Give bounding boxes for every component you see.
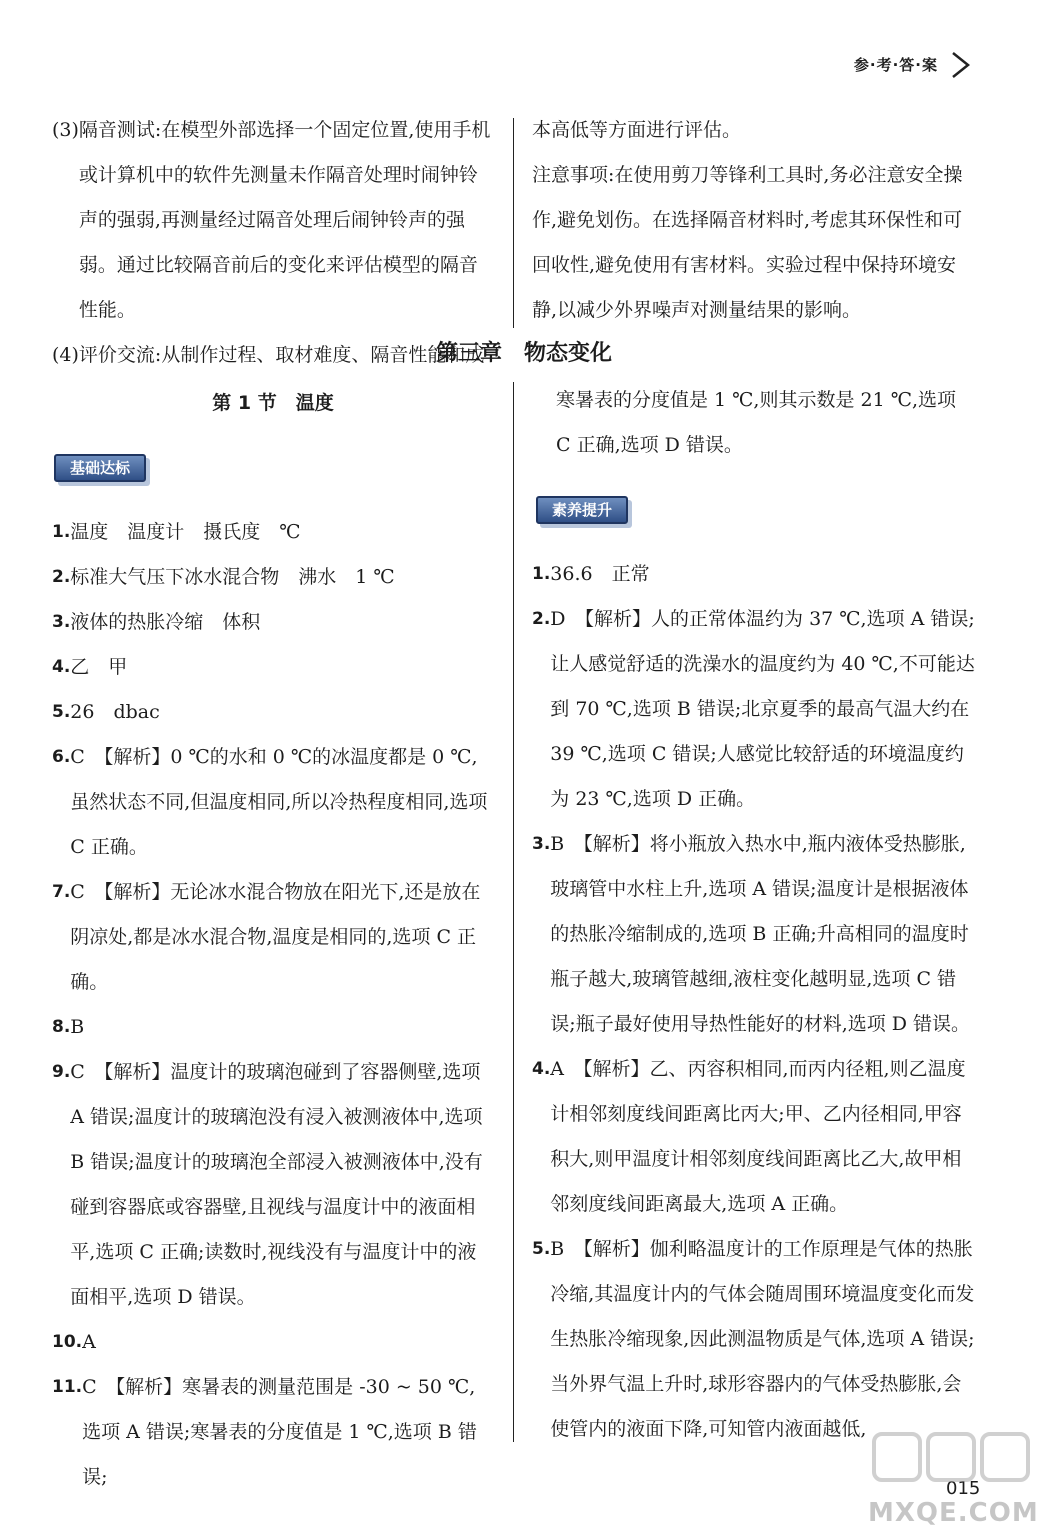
answer-item <box>52 870 494 1005</box>
answer-item <box>52 645 494 690</box>
chevron-right-icon <box>942 48 976 82</box>
badge-basic: 基础达标 <box>54 454 146 482</box>
top-item-3 <box>52 108 494 333</box>
watermark <box>868 1426 1038 1530</box>
top-right-column <box>532 108 976 333</box>
answer-text: A 【解析】乙、丙容积相同,而丙内径粗,则乙温度计相邻刻度线间距离比丙大;甲、乙内径相同,甲容积大,则甲温度计相邻刻度线间距离比乙大,故甲相邻刻度线间距离最大,选项 A 正确。 <box>550 1058 966 1215</box>
section-title: 第 1 节 温度 <box>212 392 334 414</box>
answer-text: B 【解析】伽利略温度计的工作原理是气体的热胀冷缩,其温度计内的气体会随周围环境温度变化而发生热胀冷缩现象,因此测温物质是气体,选项 A 错误;当外界气温上升时,球形容器内的气体受热膨胀,会使管内的液面下降,可知管内液面越低, <box>550 1238 975 1440</box>
right-answers <box>532 552 976 1452</box>
answer-num: 6. <box>52 747 71 767</box>
answer-item <box>532 597 976 822</box>
answer-text: 液体的热胀冷缩 体积 <box>70 611 261 633</box>
answer-num: 5. <box>52 702 71 722</box>
answer-num: 3. <box>532 834 551 854</box>
answer-text: B <box>70 1016 85 1038</box>
answer-num: 8. <box>52 1017 71 1037</box>
answer-num: 1. <box>52 522 71 542</box>
page-number: 015 <box>946 1478 981 1499</box>
answer-text: 36.6 正常 <box>550 563 650 585</box>
item-label: (4) <box>52 344 79 366</box>
answer-text: C 【解析】0 ℃的水和 0 ℃的冰温度都是 0 ℃,虽然状态不同,但温度相同,所以冷热程度相同,选项 C 正确。 <box>70 746 488 858</box>
answer-item <box>532 552 976 597</box>
continuation-text: 寒暑表的分度值是 1 ℃,则其示数是 21 ℃,选项 C 正确,选项 D 错误。 <box>556 389 957 456</box>
top-right-text-2: 注意事项:在使用剪刀等锋利工具时,务必注意安全操作,避免划伤。在选择隔音材料时,考虑其环保性和可回收性,避免使用有害材料。实验过程中保持环境安静,以减少外界噪声对测量结果的影响。 <box>532 164 963 321</box>
answer-num: 10. <box>52 1332 83 1352</box>
chapter-title: 第三章 物态变化 <box>435 341 612 366</box>
answer-num: 1. <box>532 564 551 584</box>
answer-text: D 【解析】人的正常体温约为 37 ℃,选项 A 错误;让人感觉舒适的洗澡水的温度约为 40 ℃,不可能达到 70 ℃,选项 B 错误;北京夏季的最高气温大约在 39 ℃,选项 C 错误;人感觉比较舒适的环境温度约为 23 ℃,选项 D 正确。 <box>550 608 975 810</box>
answer-num: 5. <box>532 1239 551 1259</box>
answer-text: C 【解析】无论冰水混合物放在阳光下,还是放在阴凉处,都是冰水混合物,温度是相同的,选项 C 正确。 <box>70 881 481 993</box>
watermark-text: MXQE.COM <box>868 1498 1039 1528</box>
answer-text: 标准大气压下冰水混合物 沸水 1 ℃ <box>70 566 395 588</box>
answer-text: A <box>82 1331 96 1353</box>
answer-item <box>52 510 494 555</box>
top-right-text-1: 本高低等方面进行评估。 <box>532 119 742 141</box>
answer-text: 乙 甲 <box>70 656 128 678</box>
answer-item <box>532 822 976 1047</box>
answer-item <box>532 1227 976 1452</box>
answer-item <box>52 735 494 870</box>
answer-item <box>52 555 494 600</box>
answer-text: 温度 温度计 摄氏度 ℃ <box>70 521 301 543</box>
answer-item <box>52 1320 494 1365</box>
answer-item <box>52 690 494 735</box>
top-column-divider <box>513 118 514 328</box>
item-label: (3) <box>52 119 79 141</box>
answer-item <box>52 1005 494 1050</box>
answer-num: 11. <box>52 1377 83 1397</box>
answer-num: 2. <box>532 609 551 629</box>
header-label: 参·考·答·案 <box>853 56 938 74</box>
answer-num: 3. <box>52 612 71 632</box>
answer-num: 7. <box>52 882 71 902</box>
answer-num: 4. <box>52 657 71 677</box>
answer-text: B 【解析】将小瓶放入热水中,瓶内液体受热膨胀,玻璃管中水柱上升,选项 A 错误;温度计是根据液体的热胀冷缩制成的,选项 B 正确;升高相同的温度时瓶子越大,玻璃管越细,液柱变化越明显,选项 C 错误;瓶子最好使用导热性能好的材料,选项 D 错误。 <box>550 833 971 1035</box>
answer-item <box>52 1050 494 1320</box>
answer-num: 9. <box>52 1062 71 1082</box>
left-answers <box>52 510 494 1500</box>
answer-item <box>532 1047 976 1227</box>
body-column-divider <box>513 382 514 1442</box>
answer-text: C 【解析】寒暑表的测量范围是 -30 ~ 50 ℃,选项 A 错误;寒暑表的分度值是 1 ℃,选项 B 错误; <box>82 1376 477 1488</box>
watermark-logo-icon <box>868 1426 1038 1496</box>
badge-advanced: 素养提升 <box>536 496 628 524</box>
right-continuation <box>532 378 976 468</box>
answer-text: 26 dbac <box>70 701 160 723</box>
answer-item <box>52 1365 494 1500</box>
item-text: 评价交流:从制作过程、取材难度、隔音性能和成 <box>78 344 485 366</box>
item-text: 隔音测试:在模型外部选择一个固定位置,使用手机或计算机中的软件先测量未作隔音处理时闹钟铃声的强弱,再测量经过隔音处理后闹钟铃声的强弱。通过比较隔音前后的变化来评估模型的隔音性能。 <box>78 119 491 321</box>
answer-item <box>52 600 494 645</box>
answer-num: 4. <box>532 1059 551 1079</box>
answer-text: C 【解析】温度计的玻璃泡碰到了容器侧壁,选项 A 错误;温度计的玻璃泡没有浸入被测液体中,选项 B 错误;温度计的玻璃泡全部浸入被测液体中,没有碰到容器底或容器壁,且视线与温度计中的液面相平,选项 C 正确;读数时,视线没有与温度计中的液面相平,选项 D 错误。 <box>70 1061 483 1308</box>
answer-num: 2. <box>52 567 71 587</box>
